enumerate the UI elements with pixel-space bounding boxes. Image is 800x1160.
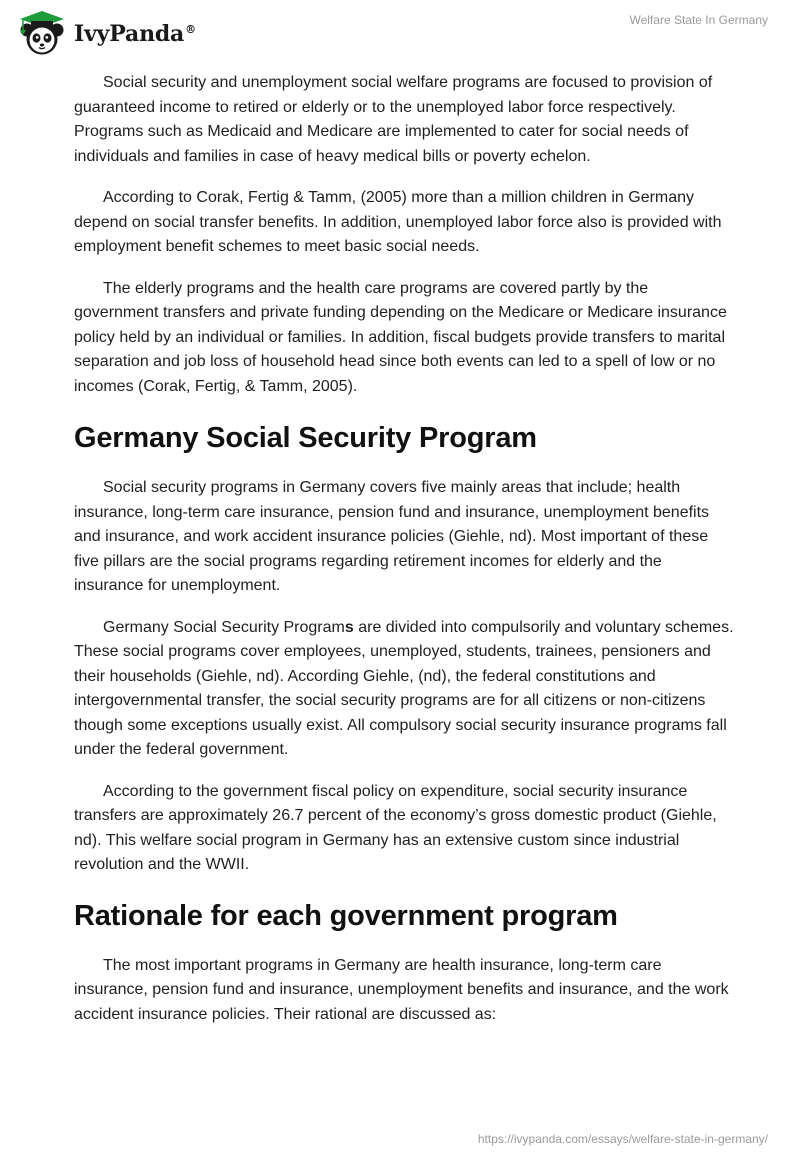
article-body [74, 71, 734, 1044]
section-heading-social-security: Germany Social Security Program [74, 422, 537, 454]
footer-url[interactable]: https://ivypanda.com/essays/welfare-state-in-germany/ [477, 1132, 768, 1146]
document-title: Welfare State In Germany [629, 13, 768, 27]
brand-name: IvyPanda® [74, 21, 196, 47]
paragraph-5 [74, 616, 734, 763]
paragraph-6: According to the government fiscal policy on expenditure, social security insurance transfers are approximately 26.7 percent of the economy’s gross domestic product (Giehle, nd). This welfare social program in Germany has an extensive custom since industrial revolution and the WWII. [74, 782, 717, 873]
ivypanda-logo[interactable] [14, 8, 196, 58]
registered-mark: ® [185, 22, 196, 36]
paragraph-5-lead: Germany Social Security Program [103, 618, 345, 636]
page-header [0, 0, 800, 70]
paragraph-4: Social security programs in Germany covers five mainly areas that include; health insurance, long-term care insurance, pension fund and insurance, unemployment benefits and insurance, and work accident insurance policies (Giehle, nd). Most important of these five pillars are the social programs regarding retirement incomes for elderly and the insurance for unemployment. [74, 479, 710, 594]
paragraph-3: The elderly programs and the health care programs are covered partly by the government transfers and private funding depending on the Medicare or Medicare insurance policy held by an individual or families. In addition, fiscal budgets provide transfers to marital separation and job loss of household head since both events can led to a spell of low or no incomes (Corak, Fertig, & Tamm, 2005). [74, 279, 727, 395]
paragraph-5-bold: s [344, 618, 354, 636]
paragraph-7: The most important programs in Germany are health insurance, long-term care insurance, pension fund and insurance, unemployment benefits and insurance, and the work accident insurance policies. Their rational are discussed as: [74, 956, 729, 1023]
section-heading-rationale: Rationale for each government program [74, 899, 618, 932]
paragraph-1: Social security and unemployment social welfare programs are focused to provision of guaranteed income to retired or elderly or to the unemployed labor force respectively. Programs such as Medicaid and Medicare are implemented to cater for social needs of individuals and families in case of heavy medical bills or poverty echelon. [74, 74, 713, 165]
paragraph-2: According to Corak, Fertig & Tamm, (2005) more than a million children in Germany depend on social transfer benefits. In addition, unemployed labor force also is provided with employment benefit schemes to meet basic social needs. [74, 189, 722, 255]
panda-graduate-icon [14, 8, 70, 58]
paragraph-5-rest: are divided into compulsorily and voluntary schemes. These social programs cover employees, unemployed, students, trainees, pensioners and their households (Giehle, nd). According Giehle, (nd), the federal constitutions and intergovernmental transfer, the social security programs are for all citizens or non-citizens though some exceptions usually exist. All compulsory social security insurance programs fall under the federal government. [74, 618, 734, 758]
